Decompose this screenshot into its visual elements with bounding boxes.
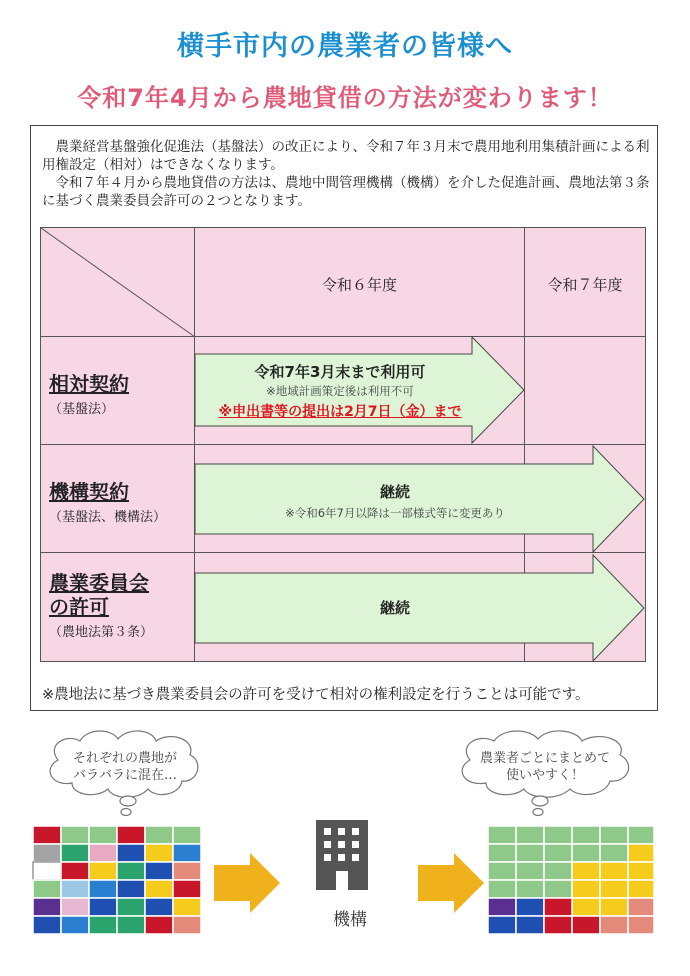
consolidated-fields-grid [488, 826, 654, 934]
bubble-left-line2: バラバラに混在… [72, 768, 177, 783]
building-label: 機構 [333, 910, 367, 930]
header-r6-label: 令和６年度 [321, 276, 397, 294]
header-r7-label: 令和７年度 [547, 276, 623, 294]
row-title-iinkai-2: の許可 [49, 595, 109, 619]
arrow-kikou-text [195, 481, 595, 521]
aitai-warning: ※申出書等の提出は2月7日（金）まで [218, 404, 462, 420]
intro-paragraph-2: 令和７年４月から農地貸借の方法は、農地中間管理機構（機構）を介した促進計画、農地法第３条に基づく農業委員会許可の２つとなります。 [42, 175, 650, 209]
page-title: 横手市内の農業者の皆様へ [177, 31, 513, 62]
kikou-note: ※令和6年7月以降は一部様式等に変更あり [285, 506, 505, 520]
aitai-note: ※地域計画策定後は利用不可 [266, 384, 414, 398]
arrow-iinkai-text [195, 597, 595, 618]
pointer-arrow-left [214, 853, 280, 913]
bubble-right-line2: 使いやすく！ [505, 768, 584, 783]
page-subtitle: 令和7年4月から農地貸借の方法が変わります！ [77, 84, 613, 112]
mixed-fields-grid [33, 826, 201, 934]
iinkai-main: 継続 [379, 599, 410, 617]
row-sub-kikou: （基盤法、機構法） [49, 510, 167, 525]
row-title-aitai: 相対契約 [49, 372, 129, 396]
intro-text [42, 138, 650, 210]
row-title-iinkai-1: 農業委員会 [49, 571, 149, 595]
bubble-left-text [60, 750, 190, 784]
bubble-right-line1: 農業者ごとにまとめて [479, 751, 610, 766]
building-icon [316, 820, 368, 890]
row-sub-iinkai: （農地法第３条） [49, 625, 154, 640]
bubble-right-text [470, 750, 620, 784]
contract-table [40, 227, 646, 662]
row-title-kikou: 機構契約 [49, 480, 129, 504]
arrow-aitai-text [195, 361, 485, 421]
aitai-main: 令和7年3月末まで利用可 [254, 363, 426, 381]
row-sub-aitai: （基盤法） [49, 402, 115, 417]
intro-paragraph-1: 農業経営基盤強化促進法（基盤法）の改正により、令和７年３月末で農用地利用集積計画による利用権設定（相対）はできなくなります。 [42, 139, 650, 173]
kikou-main: 継続 [379, 483, 410, 501]
bubble-left-line1: それぞれの農地が [72, 751, 177, 766]
footnote: ※農地法に基づき農業委員会の許可を受けて相対の権利設定を行うことは可能です。 [42, 687, 590, 703]
pointer-arrow-right [418, 853, 484, 913]
